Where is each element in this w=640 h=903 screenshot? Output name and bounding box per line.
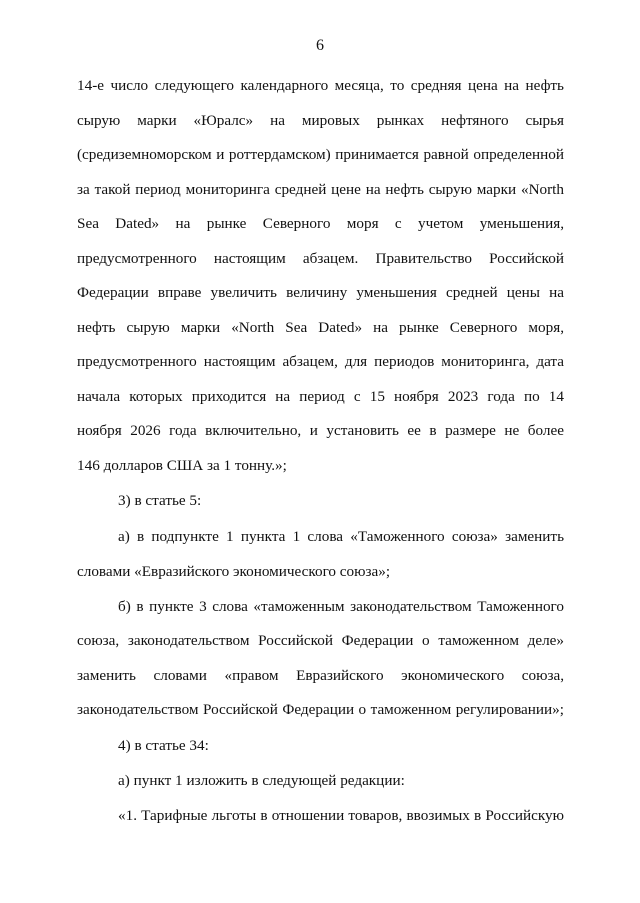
text-line: начала которых приходится на период с 15 ноября 2023 года по 14	[77, 388, 564, 405]
text-line: 146 долларов США за 1 тонну.»;	[77, 457, 287, 474]
text-line: а) в подпункте 1 пункта 1 слова «Таможенного союза» заменить	[118, 528, 564, 545]
text-line: нефть сырую марки «North Sea Dated» на рынке Северного моря,	[77, 319, 564, 336]
text-line: а) пункт 1 изложить в следующей редакции:	[118, 772, 405, 789]
text-line: б) в пункте 3 слова «таможенным законодательством Таможенного	[118, 598, 564, 615]
text-line: заменить словами «правом Евразийского экономического союза,	[77, 667, 564, 684]
text-line: предусмотренного настоящим абзацем, для периодов мониторинга, дата	[77, 353, 564, 370]
text-line: сырую марки «Юралс» на мировых рынках нефтяного сырья	[77, 112, 564, 129]
text-line: союза, законодательством Российской Федерации о таможенном деле»	[77, 632, 564, 649]
text-line: ноября 2026 года включительно, и установить ее в размере не более	[77, 422, 564, 439]
text-line: (средиземноморском и роттердамском) принимается равной определенной	[77, 146, 564, 163]
text-line: предусмотренного настоящим абзацем. Правительство Российской	[77, 250, 564, 267]
text-line: 14-е число следующего календарного месяца, то средняя цена на нефть	[77, 77, 564, 94]
text-line: Федерации вправе увеличить величину уменьшения средней цены на	[77, 284, 564, 301]
text-line: 3) в статье 5:	[118, 492, 202, 509]
text-line: за такой период мониторинга средней цене на нефть сырую марки «North	[77, 181, 564, 198]
text-line: «1. Тарифные льготы в отношении товаров, ввозимых в Российскую	[118, 807, 564, 824]
text-line: законодательством Российской Федерации о таможенном регулировании»;	[77, 701, 564, 718]
page-number: 6	[316, 37, 324, 54]
text-line: Sea Dated» на рынке Северного моря с учетом уменьшения,	[77, 215, 564, 232]
text-line: 4) в статье 34:	[118, 737, 209, 754]
text-line: словами «Евразийского экономического союза»;	[77, 563, 391, 580]
